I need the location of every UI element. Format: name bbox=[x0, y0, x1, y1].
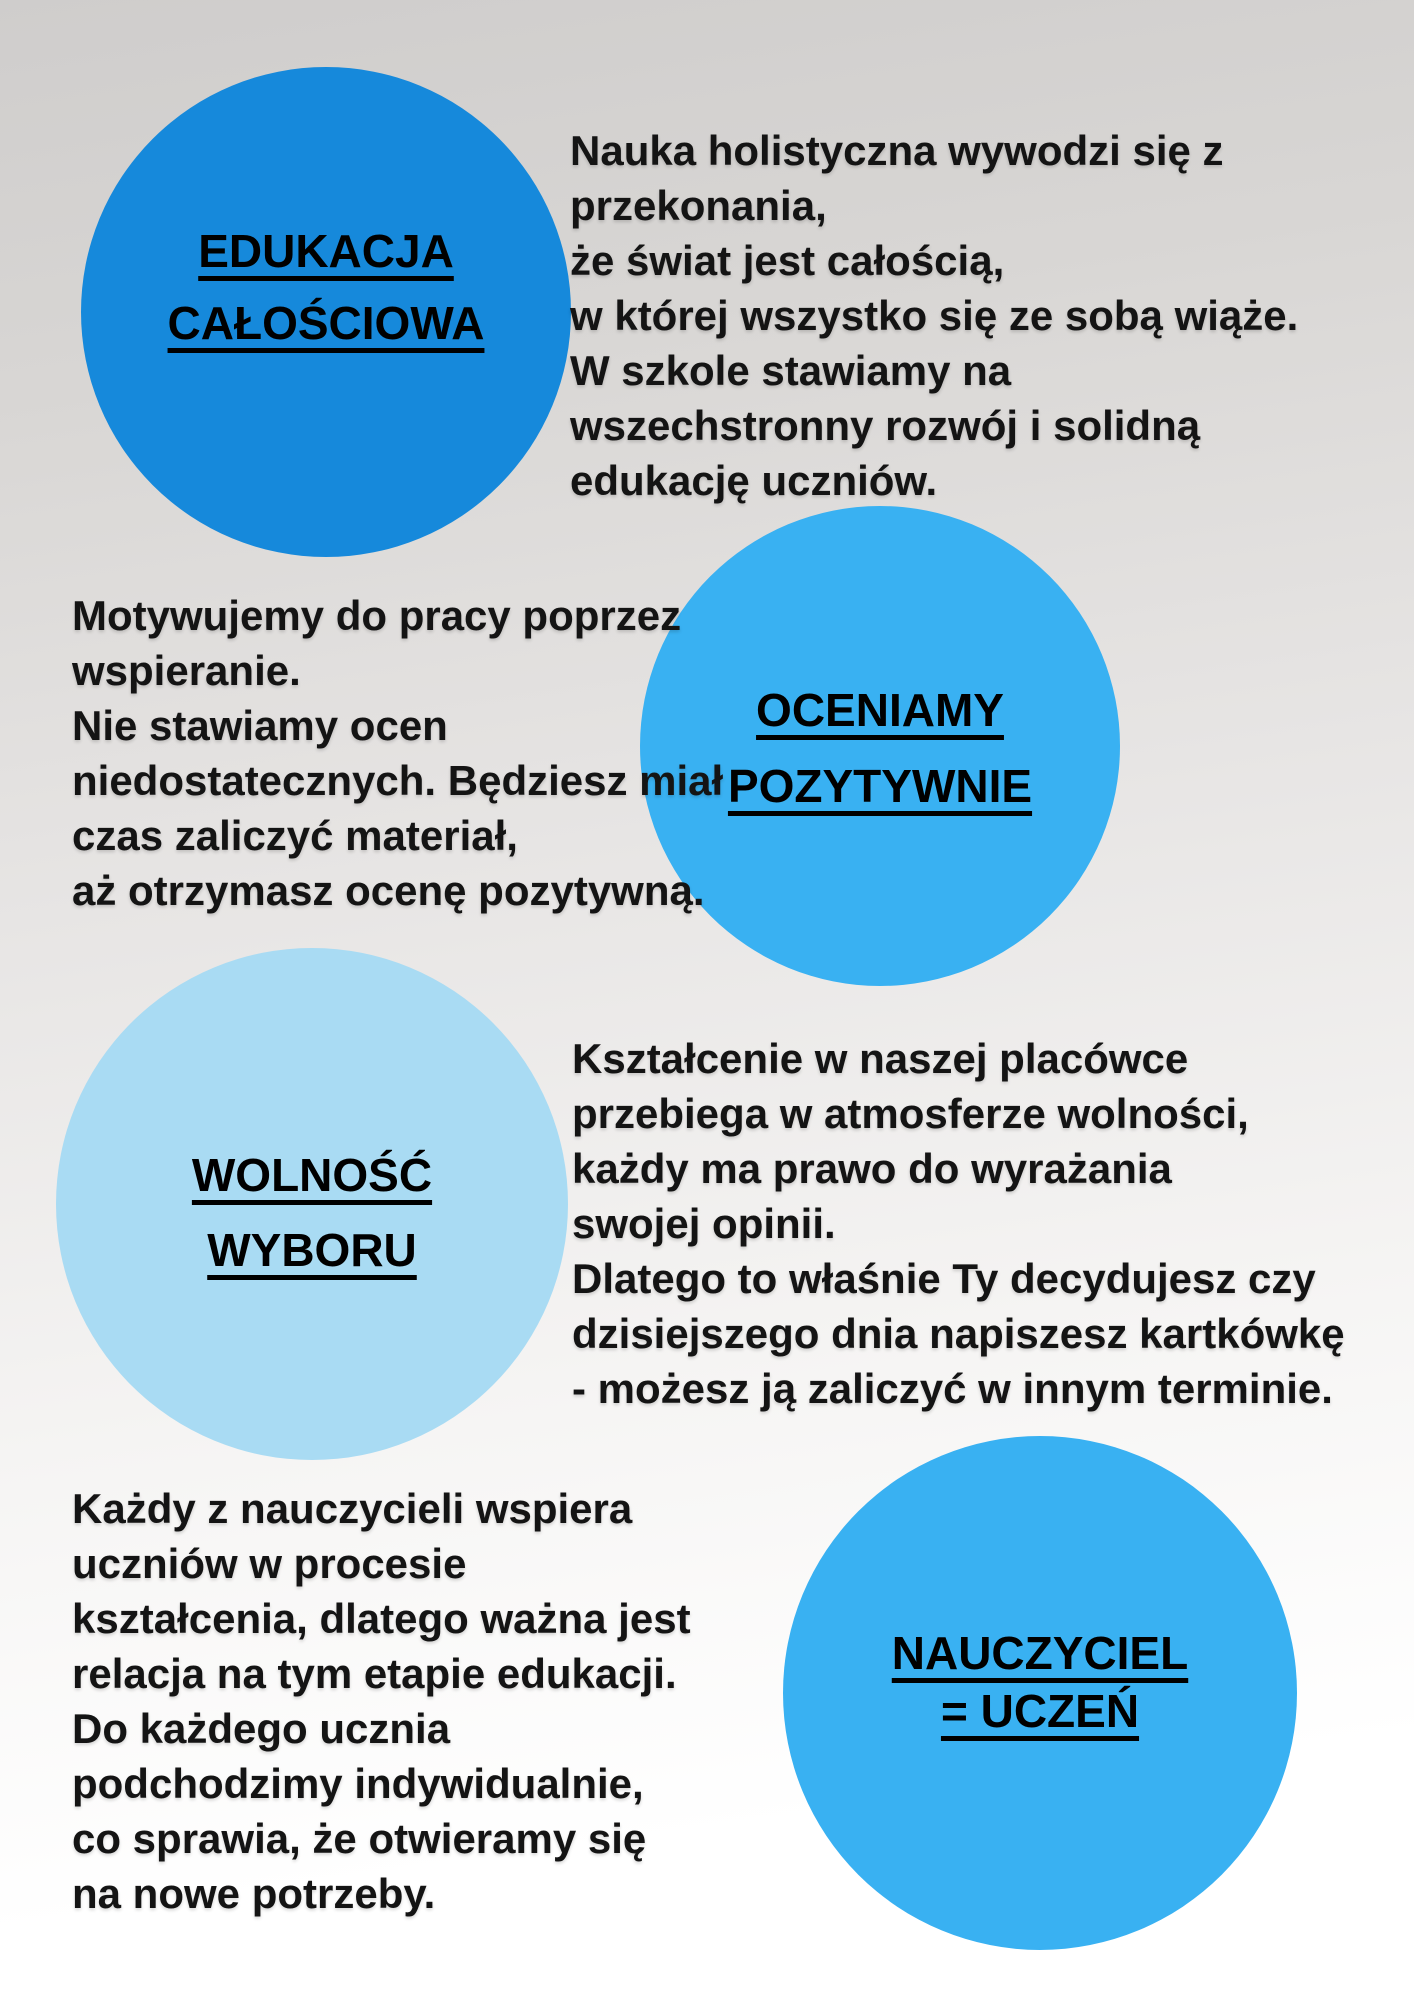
paragraph-line: Nie stawiamy ocen bbox=[72, 702, 448, 749]
nauczyciel-uczen-circle bbox=[783, 1436, 1297, 1950]
paragraph-line: kształcenia, dlatego ważna jest bbox=[72, 1595, 691, 1642]
heading-line: = UCZEŃ bbox=[940, 1685, 1140, 1737]
paragraph-line: dzisiejszego dnia napiszesz kartkówkę bbox=[572, 1310, 1345, 1357]
oceniamy-pozytywnie-paragraph bbox=[72, 588, 723, 918]
heading-line: WOLNOŚĆ bbox=[191, 1149, 433, 1201]
heading-line: WYBORU bbox=[207, 1224, 417, 1276]
heading-line: NAUCZYCIEL bbox=[891, 1627, 1189, 1679]
paragraph-line: przebiega w atmosferze wolności, bbox=[572, 1090, 1249, 1137]
paragraph-line: edukację uczniów. bbox=[570, 457, 938, 504]
heading-line: EDUKACJA bbox=[198, 225, 454, 277]
paragraph-line: relacja na tym etapie edukacji. bbox=[72, 1650, 677, 1697]
paragraph-line: Nauka holistyczna wywodzi się z bbox=[570, 127, 1224, 174]
paragraph-line: każdy ma prawo do wyrażania bbox=[572, 1145, 1172, 1192]
paragraph-line: uczniów w procesie bbox=[72, 1540, 467, 1587]
paragraph-line: W szkole stawiamy na bbox=[570, 347, 1012, 394]
edukacja-calosciowa-heading bbox=[81, 215, 571, 359]
paragraph-line: - możesz ją zaliczyć w innym terminie. bbox=[572, 1365, 1333, 1412]
edukacja-calosciowa-paragraph bbox=[570, 123, 1298, 508]
paragraph-line: że świat jest całością, bbox=[570, 237, 1005, 284]
heading-line: POZYTYWNIE bbox=[727, 760, 1033, 812]
heading-line: CAŁOŚCIOWA bbox=[167, 297, 485, 349]
paragraph-line: aż otrzymasz ocenę pozytywną. bbox=[72, 867, 705, 914]
paragraph-line: podchodzimy indywidualnie, bbox=[72, 1760, 644, 1807]
paragraph-line: Każdy z nauczycieli wspiera bbox=[72, 1485, 633, 1532]
heading-line: OCENIAMY bbox=[756, 684, 1004, 736]
paragraph-line: Dlatego to właśnie Ty decydujesz czy bbox=[572, 1255, 1316, 1302]
nauczyciel-uczen-heading bbox=[783, 1624, 1297, 1740]
paragraph-line: Do każdego ucznia bbox=[72, 1705, 451, 1752]
wolnosc-wyboru-paragraph bbox=[572, 1031, 1345, 1416]
paragraph-line: na nowe potrzeby. bbox=[72, 1870, 436, 1917]
paragraph-line: wszechstronny rozwój i solidną bbox=[570, 402, 1201, 449]
paragraph-line: co sprawia, że otwieramy się bbox=[72, 1815, 647, 1862]
paragraph-line: w której wszystko się ze sobą wiąże. bbox=[570, 292, 1299, 339]
wolnosc-wyboru-circle bbox=[56, 948, 568, 1460]
paragraph-line: niedostatecznych. Będziesz miał bbox=[72, 757, 724, 804]
paragraph-line: Kształcenie w naszej placówce bbox=[572, 1035, 1189, 1082]
paragraph-line: swojej opinii. bbox=[572, 1200, 836, 1247]
paragraph-line: wspieranie. bbox=[72, 647, 301, 694]
edukacja-calosciowa-circle bbox=[81, 67, 571, 557]
paragraph-line: Motywujemy do pracy poprzez bbox=[72, 592, 682, 639]
paragraph-line: przekonania, bbox=[570, 182, 827, 229]
paragraph-line: czas zaliczyć materiał, bbox=[72, 812, 518, 859]
nauczyciel-uczen-paragraph bbox=[72, 1481, 691, 1921]
wolnosc-wyboru-heading bbox=[56, 1138, 568, 1288]
